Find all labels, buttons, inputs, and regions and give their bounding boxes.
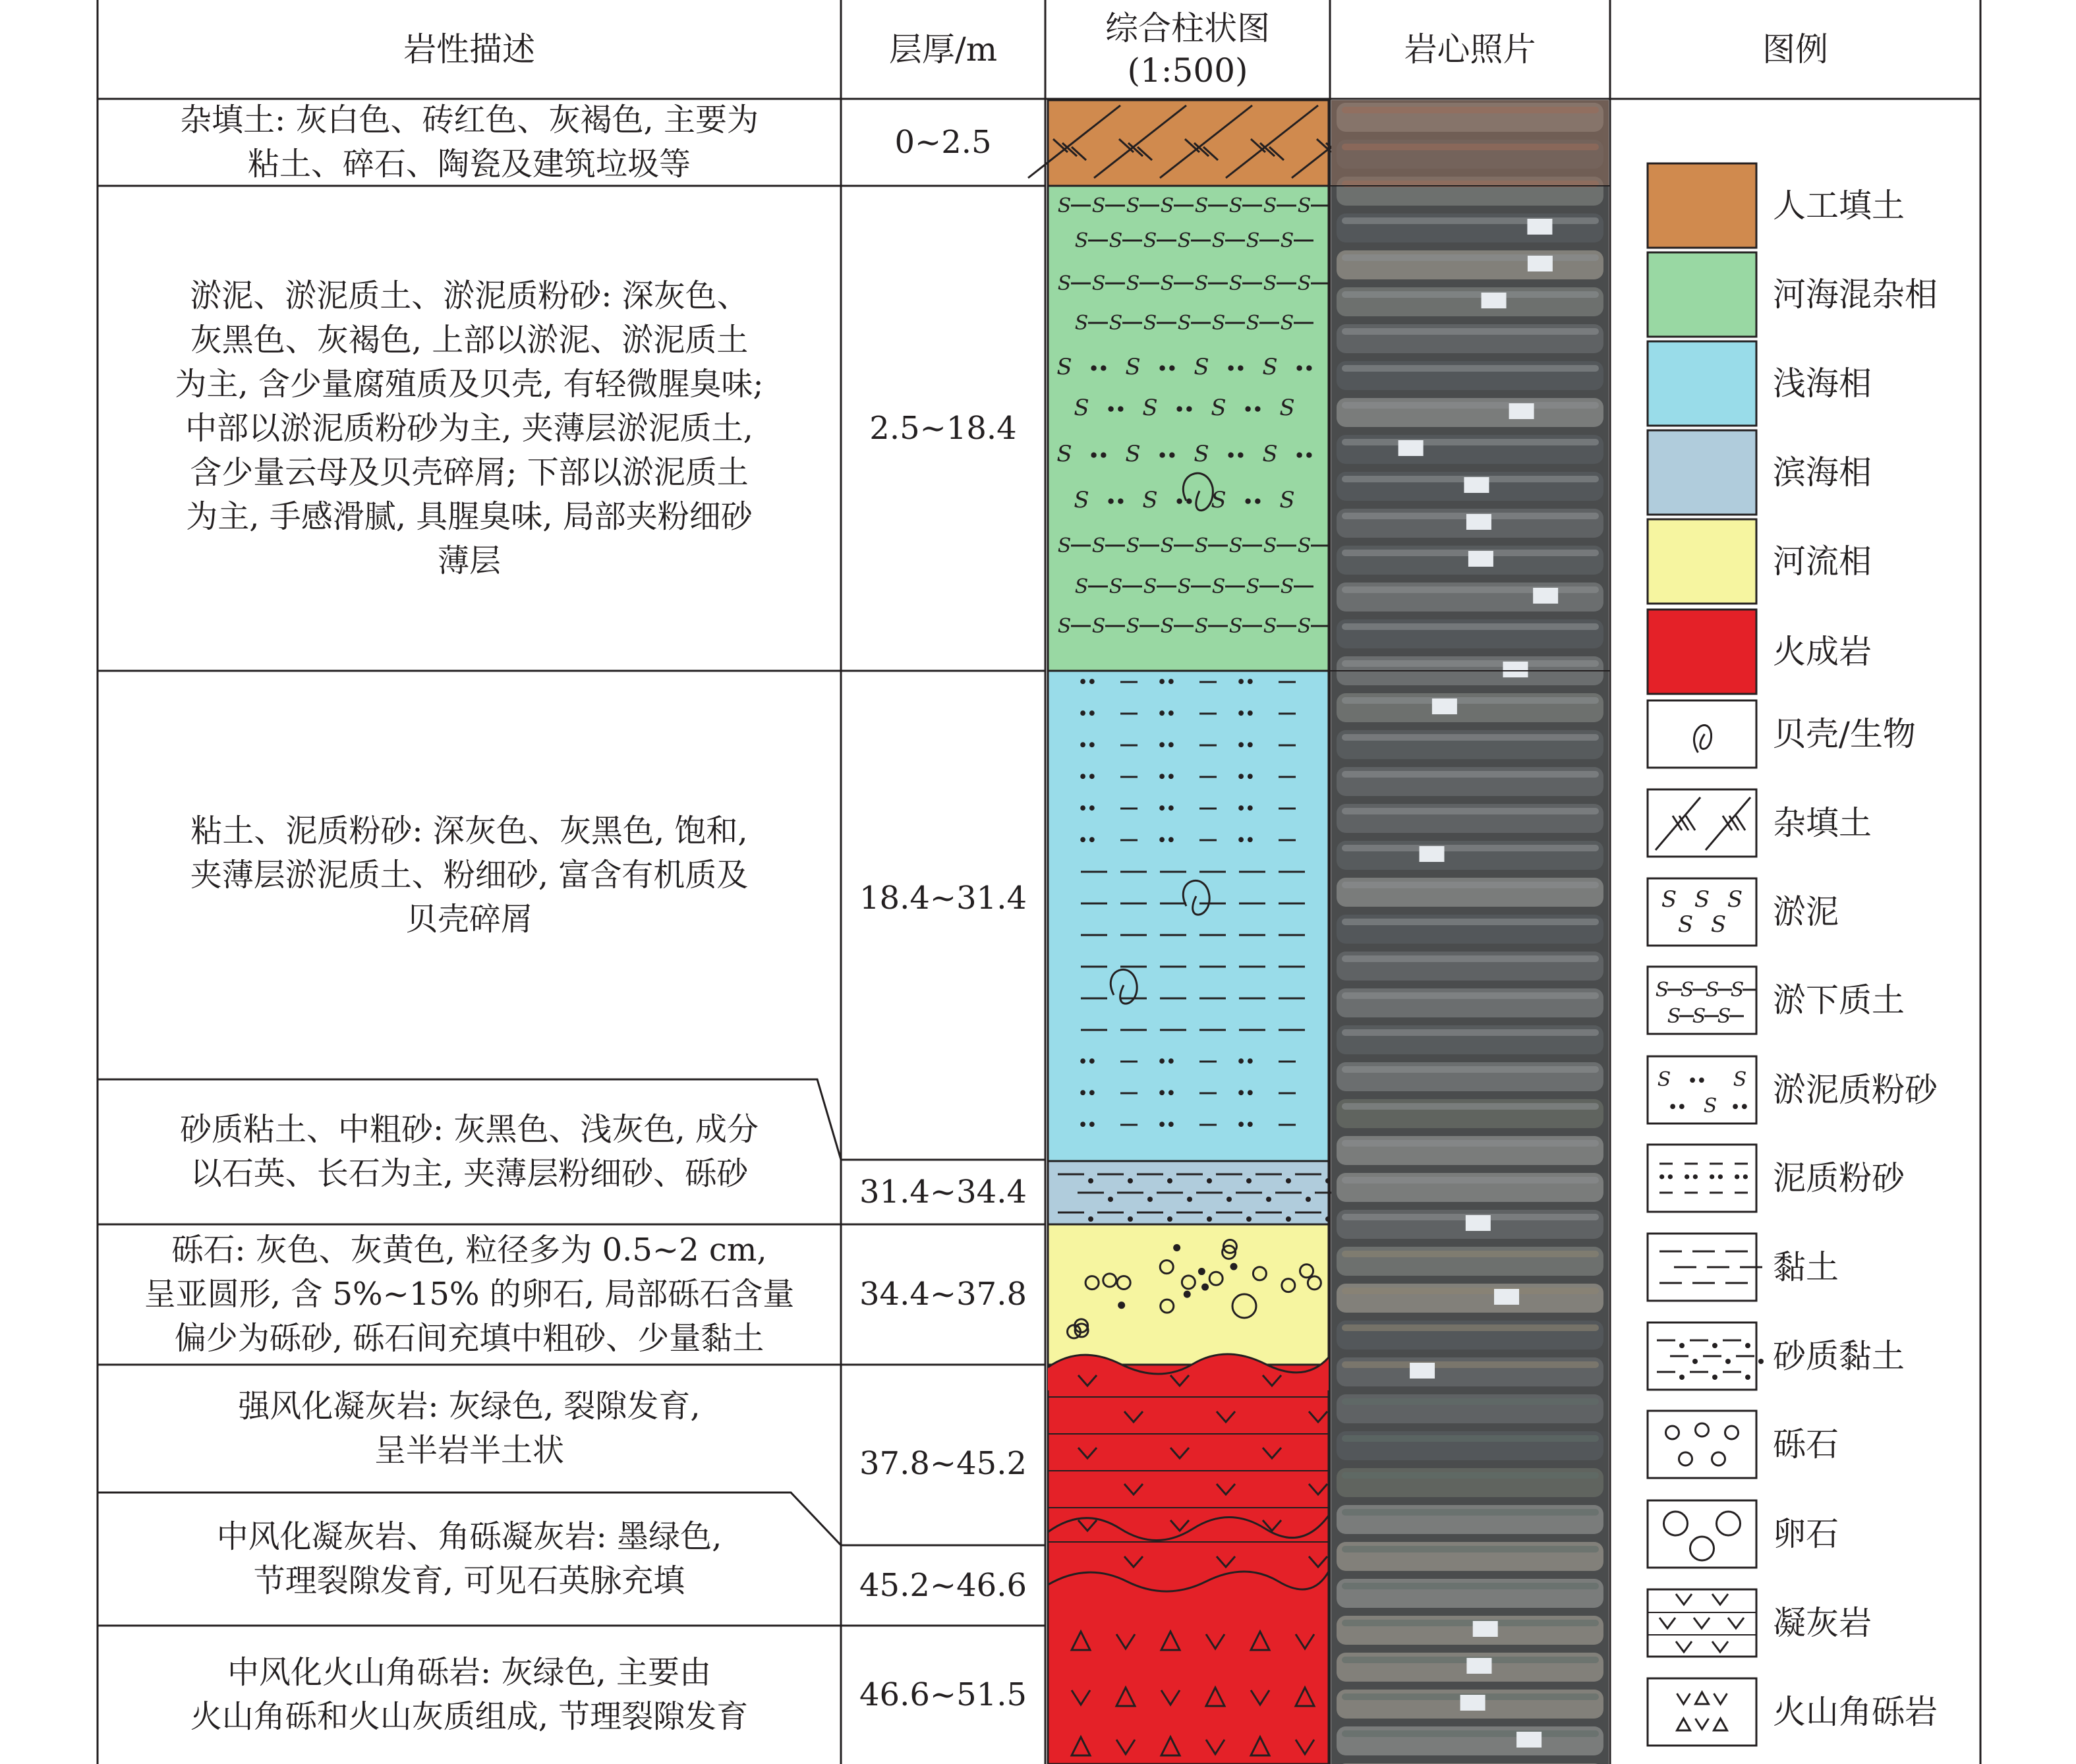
silt-s-symbol: S xyxy=(1074,312,1089,335)
core-highlight xyxy=(1342,1251,1599,1257)
core-highlight xyxy=(1342,254,1599,261)
core-highlight xyxy=(1342,402,1599,409)
sand-dot xyxy=(1128,1216,1133,1222)
silt-dot-symbol: ∙∙ xyxy=(1236,733,1255,755)
silt-s-symbol: S xyxy=(1246,229,1260,252)
silt-s-symbol: S xyxy=(1177,312,1192,335)
core-highlight xyxy=(1342,1435,1599,1442)
layer-description: 杂填土: 灰白色、砖红色、灰褐色, 主要为 粘土、碎石、陶瓷及建筑垃圾等 xyxy=(180,101,759,183)
silt-s-symbol: S xyxy=(1280,312,1294,335)
sand-dot xyxy=(1207,1216,1212,1222)
silt-s-symbol: S xyxy=(1733,1068,1747,1091)
silt-s-symbol: S xyxy=(1263,615,1277,638)
fill-swatch xyxy=(1648,163,1756,248)
silt-s-symbol: S xyxy=(1109,312,1123,335)
silt-s-symbol: S xyxy=(1692,1005,1706,1028)
sand-dot xyxy=(1679,1375,1685,1380)
silt-s-symbol: S xyxy=(1142,487,1158,513)
core-label-tag xyxy=(1516,1732,1542,1748)
layer-description: 砂质粘土、中粗砂: 灰黑色、浅灰色, 成分 以石英、长石为主, 夹薄层粉细砂、砾砂 xyxy=(180,1111,759,1192)
silt-s-symbol: S xyxy=(1056,441,1072,467)
silt-s-symbol: S xyxy=(1279,487,1295,513)
legend-label: 人工填土 xyxy=(1773,186,1905,225)
legend-label: 黏土 xyxy=(1773,1248,1839,1286)
silt-dot-symbol: ∙∙ xyxy=(1078,670,1097,692)
shell-icon xyxy=(1648,700,1756,768)
legend xyxy=(1648,163,1939,1746)
sand-dot xyxy=(1692,1359,1698,1364)
silt-s-symbol: S xyxy=(1177,575,1192,598)
sand-dot xyxy=(1745,1375,1750,1380)
silt-s-symbol: S xyxy=(1057,615,1072,638)
silt-dot-symbol: ∙∙ xyxy=(1078,828,1097,850)
silt-s-symbol: S xyxy=(1211,395,1226,421)
sand-dot xyxy=(1286,1178,1291,1183)
core-label-tag xyxy=(1466,1658,1491,1674)
silt-dot-symbol: ∙∙ xyxy=(1708,1167,1725,1187)
core-highlight xyxy=(1342,919,1599,925)
silt-s-symbol: S xyxy=(1194,354,1209,380)
core-highlight xyxy=(1342,845,1599,851)
silt-dot-symbol: ∙∙ xyxy=(1236,765,1255,787)
gravel-circle xyxy=(1184,1292,1190,1297)
silt-dot-symbol: ∙∙ xyxy=(1243,490,1263,513)
silt-dot-symbol: ∙∙ xyxy=(1174,490,1194,513)
core-highlight xyxy=(1342,1472,1599,1479)
silt-s-symbol: S xyxy=(1177,229,1192,252)
legend-label: 泥质粉砂 xyxy=(1773,1159,1905,1197)
core-label-tag xyxy=(1468,551,1493,567)
silt-s-symbol: S xyxy=(1211,229,1226,252)
silt-s-symbol: S xyxy=(1297,194,1312,217)
silt-s-symbol: S xyxy=(1262,441,1278,467)
silt-dot-symbol: ∙∙ xyxy=(1078,1113,1097,1135)
header-thickness: 层厚/m xyxy=(888,30,998,69)
silt-dot-symbol: ∙∙ xyxy=(1157,1081,1176,1103)
silt-s-symbol: S xyxy=(1126,534,1140,557)
silt-dot-symbol: ∙∙ xyxy=(1294,443,1314,467)
silt-s-symbol: S xyxy=(1126,615,1140,638)
silt-dot-symbol: ∙∙ xyxy=(1157,670,1176,692)
sand-dot xyxy=(1725,1359,1731,1364)
sand-dot xyxy=(1147,1197,1153,1202)
layer-description: 粘土、泥质粉砂: 深灰色、灰黑色, 饱和, 夹薄层淤泥质土、粉细砂, 富含有机质及 贝壳碎屑 xyxy=(190,812,749,938)
silt-dot-symbol: ∙∙ xyxy=(1157,765,1176,787)
core-highlight xyxy=(1342,660,1599,667)
silt-s-symbol: S xyxy=(1125,441,1141,467)
layer-thickness: 46.6~51.5 xyxy=(859,1676,1027,1713)
silt-dot-symbol: ∙∙ xyxy=(1243,397,1263,420)
silt-dot-symbol: ∙∙ xyxy=(1683,1167,1700,1187)
silt-dot-symbol: ∙∙ xyxy=(1089,356,1109,380)
layer-thickness: 18.4~31.4 xyxy=(859,879,1027,917)
legend-label: 浅海相 xyxy=(1773,364,1872,403)
sand-dot xyxy=(1128,1178,1133,1183)
silt-s-symbol: S xyxy=(1661,886,1677,913)
legend-label: 河海混杂相 xyxy=(1773,275,1938,314)
core-highlight xyxy=(1342,882,1599,888)
legend-label: 淤泥质粉砂 xyxy=(1773,1071,1938,1109)
core-highlight xyxy=(1342,1324,1599,1331)
core-highlight xyxy=(1342,1140,1599,1147)
silt-s-symbol: S xyxy=(1074,229,1089,252)
silt-dot-symbol: ∙∙ xyxy=(1157,797,1176,818)
core-highlight xyxy=(1342,771,1599,778)
silt-s-symbol: S xyxy=(1228,615,1243,638)
silt-s-symbol: S xyxy=(1194,615,1209,638)
silt-dot-symbol: ∙∙ xyxy=(1078,1050,1097,1071)
silt-dot-symbol: ∙∙ xyxy=(1078,702,1097,724)
silt-s-symbol: S xyxy=(1694,886,1710,913)
silt-s-symbol: S xyxy=(1074,395,1089,421)
core-highlight xyxy=(1342,1620,1599,1626)
silt-s-symbol: S xyxy=(1263,272,1277,295)
silt-dot-symbol: ∙∙ xyxy=(1078,797,1097,818)
silt-s-symbol: S xyxy=(1126,272,1140,295)
core-label-tag xyxy=(1533,588,1558,604)
core-label-tag xyxy=(1527,219,1552,235)
silt-dot-symbol: ∙∙ xyxy=(1078,1081,1097,1103)
silt-s-symbol: S xyxy=(1211,575,1226,598)
sand-dot xyxy=(1187,1197,1192,1202)
legend-label: 淤泥 xyxy=(1773,893,1839,931)
silt-dot-symbol: ∙∙ xyxy=(1157,356,1177,380)
silt-dot-symbol: ∙∙ xyxy=(1236,1050,1255,1071)
sand-dot xyxy=(1246,1178,1252,1183)
silt-dot-symbol: ∙∙ xyxy=(1157,1113,1176,1135)
sand-dot xyxy=(1712,1343,1717,1348)
sand-dot xyxy=(1246,1216,1252,1222)
core-highlight xyxy=(1342,1509,1599,1516)
core-highlight xyxy=(1342,697,1599,704)
silt-s-symbol: S xyxy=(1279,395,1295,421)
core-highlight xyxy=(1342,1361,1599,1368)
fill-swatch xyxy=(1648,341,1756,426)
silt-s-symbol: S xyxy=(1109,575,1123,598)
sand-dot xyxy=(1167,1216,1172,1222)
silt-s-symbol: S xyxy=(1717,1005,1731,1028)
silt-s-symbol: S xyxy=(1211,312,1226,335)
legend-label: 淤下质土 xyxy=(1773,981,1905,1019)
sand-dot xyxy=(1226,1197,1232,1202)
silt-s-symbol: S xyxy=(1703,1095,1717,1118)
silt-s-symbol: S xyxy=(1091,194,1106,217)
sand-dot xyxy=(1745,1343,1750,1348)
silt-dot-symbol: ∙∙ xyxy=(1294,356,1314,380)
silt-s-symbol: S xyxy=(1091,615,1106,638)
core-label-tag xyxy=(1466,514,1491,530)
silt-dot-symbol: ∙∙ xyxy=(1688,1069,1706,1091)
silt-s-symbol: S xyxy=(1680,979,1694,1002)
core-label-tag xyxy=(1482,293,1507,308)
silt-s-symbol: S xyxy=(1655,979,1669,1002)
silt-s-symbol: S xyxy=(1667,1005,1681,1028)
silt-s-symbol: S xyxy=(1091,534,1106,557)
silt-s-symbol: S xyxy=(1160,615,1174,638)
layer-thickness: 31.4~34.4 xyxy=(859,1173,1027,1210)
gravel-icon xyxy=(1648,1411,1756,1478)
silt-s-symbol: S xyxy=(1280,575,1294,598)
silt-dot-symbol: ∙∙ xyxy=(1106,490,1126,513)
core-highlight xyxy=(1342,992,1599,999)
gravel-circle xyxy=(1231,1264,1236,1269)
layer-thickness: 2.5~18.4 xyxy=(869,409,1017,447)
core-highlight xyxy=(1342,291,1599,298)
legend-label: 滨海相 xyxy=(1773,453,1872,492)
legend-label: 砂质黏土 xyxy=(1773,1337,1905,1375)
legend-label: 贝壳/生物 xyxy=(1773,715,1916,753)
sand-dot xyxy=(1286,1216,1291,1222)
silt-s-symbol: S xyxy=(1246,312,1260,335)
layer-description: 淤泥、淤泥质土、淤泥质粉砂: 深灰色、 灰黑色、灰褐色, 上部以淤泥、淤泥质土 为主, 含少量腐殖质及贝壳, 有轻微腥臭味; 中部以淤泥质粉砂为主, 夹薄层淤泥质土, 含少量云母及贝壳碎屑; 下部以淤泥质土 为主, 手感滑腻, 具腥臭味, 局部夹粉细砂 薄层 xyxy=(175,277,764,579)
silt-s-symbol: S xyxy=(1228,194,1243,217)
silt-dot-symbol: ∙∙ xyxy=(1157,702,1176,724)
silt-s-symbol: S xyxy=(1056,354,1072,380)
layer-thickness: 37.8~45.2 xyxy=(859,1444,1027,1482)
core-highlight xyxy=(1342,586,1599,593)
silt-s-symbol: S xyxy=(1262,354,1278,380)
sand-dot xyxy=(1712,1375,1717,1380)
core-label-tag xyxy=(1503,662,1528,677)
core-highlight xyxy=(1342,1546,1599,1552)
layer-thickness: 34.4~37.8 xyxy=(859,1276,1027,1313)
fill-swatch xyxy=(1648,252,1756,337)
silt-dot-symbol: ∙∙ xyxy=(1226,356,1246,380)
silt-s-symbol: S xyxy=(1280,229,1294,252)
silt-s-symbol: S xyxy=(1263,534,1277,557)
core-highlight xyxy=(1342,734,1599,741)
legend-label: 卵石 xyxy=(1773,1515,1839,1553)
fill-swatch xyxy=(1648,610,1756,694)
core-highlight xyxy=(1342,439,1599,445)
core-label-tag xyxy=(1464,477,1489,493)
core-label-tag xyxy=(1432,698,1457,714)
sand-dot xyxy=(1167,1178,1172,1183)
core-label-tag xyxy=(1509,403,1534,419)
silt-s-symbol: S xyxy=(1109,229,1123,252)
gravel-circle xyxy=(1199,1269,1204,1274)
silt-dot-symbol: ∙∙ xyxy=(1236,702,1255,724)
core-label-tag xyxy=(1494,1289,1519,1305)
silt-s-symbol: S xyxy=(1143,312,1157,335)
silt-dot-symbol: ∙∙ xyxy=(1733,1167,1750,1187)
pebble-icon xyxy=(1648,1500,1756,1568)
silt-s-symbol: S xyxy=(1057,272,1072,295)
silt-dot-symbol: ∙∙ xyxy=(1731,1095,1749,1117)
core-highlight xyxy=(1342,365,1599,372)
gravel-circle xyxy=(1119,1303,1124,1308)
gravel-circle xyxy=(1174,1245,1180,1251)
core-top-fill-tint xyxy=(1331,100,1609,186)
silt-s-symbol: S xyxy=(1727,886,1743,913)
layer-description: 中风化凝灰岩、角砾凝灰岩: 墨绿色, 节理裂隙发育, 可见石英脉充填 xyxy=(216,1518,722,1599)
silt-s-symbol: S xyxy=(1160,194,1174,217)
core-photo xyxy=(1331,100,1609,1764)
silt-dot-symbol: ∙∙ xyxy=(1157,828,1176,850)
sand-dot xyxy=(1207,1178,1212,1183)
layer-description: 砾石: 灰色、灰黄色, 粒径多为 0.5~2 cm, 呈亚圆形, 含 5%~15% 的卵石, 局部砾石含量 偏少为砾砂, 砾石间充填中粗砂、少量黏土 xyxy=(144,1232,795,1357)
silt-s-symbol: S xyxy=(1194,272,1209,295)
sand-dot xyxy=(1088,1216,1093,1222)
layer-thickness: 0~2.5 xyxy=(894,123,992,161)
volcanic-breccia-icon xyxy=(1648,1678,1756,1746)
core-label-tag xyxy=(1419,846,1444,862)
core-label-tag xyxy=(1528,256,1553,271)
layer-description: 中风化火山角砾岩: 灰绿色, 主要由 火山角砾和火山灰质组成, 节理裂隙发育 xyxy=(190,1654,749,1735)
core-highlight xyxy=(1342,623,1599,630)
core-highlight xyxy=(1342,1177,1599,1183)
silt-dot-symbol: ∙∙ xyxy=(1236,1113,1255,1135)
sand-dot xyxy=(1266,1197,1271,1202)
sand-dot xyxy=(1088,1178,1093,1183)
silt-s-symbol: S xyxy=(1246,575,1260,598)
core-highlight xyxy=(1342,328,1599,335)
silt-s-symbol: S xyxy=(1228,534,1243,557)
legend-label: 火山角砾岩 xyxy=(1773,1693,1938,1731)
silt-s-symbol: S xyxy=(1705,979,1719,1002)
silt-s-symbol: S xyxy=(1194,534,1209,557)
silt-s-symbol: S xyxy=(1091,272,1106,295)
sand-dot xyxy=(1758,1359,1764,1364)
silt-dot-symbol: ∙∙ xyxy=(1236,670,1255,692)
core-highlight xyxy=(1342,1066,1599,1073)
silt-dot-symbol: ∙∙ xyxy=(1078,733,1097,755)
legend-label: 杂填土 xyxy=(1773,804,1872,842)
silt-s-symbol: S xyxy=(1143,575,1157,598)
core-label-tag xyxy=(1398,440,1424,456)
fill-swatch xyxy=(1648,519,1756,604)
header-description: 岩性描述 xyxy=(403,30,535,69)
core-highlight xyxy=(1342,1103,1599,1110)
silt-dot-symbol: ∙∙ xyxy=(1174,397,1194,420)
silt-s-symbol: S xyxy=(1126,194,1140,217)
silt-s-symbol: S xyxy=(1160,534,1174,557)
core-label-tag xyxy=(1473,1621,1498,1637)
header-column: 综合柱状图 (1:500) xyxy=(1105,9,1270,90)
silt-dot-symbol: ∙∙ xyxy=(1236,797,1255,818)
silt-dot-symbol: ∙∙ xyxy=(1078,765,1097,787)
layer-description: 强风化凝灰岩: 灰绿色, 裂隙发育, 呈半岩半土状 xyxy=(238,1388,701,1469)
legend-label: 凝灰岩 xyxy=(1773,1604,1872,1642)
core-highlight xyxy=(1342,955,1599,962)
silt-dot-symbol: ∙∙ xyxy=(1157,733,1176,755)
layer-thickness: 45.2~46.6 xyxy=(859,1566,1027,1604)
silt-s-symbol: S xyxy=(1710,911,1727,938)
silt-dot-symbol: ∙∙ xyxy=(1668,1095,1687,1117)
header-legend: 图例 xyxy=(1762,30,1828,69)
sand-dot xyxy=(1108,1197,1113,1202)
silt-dot-symbol: ∙∙ xyxy=(1106,397,1126,420)
silt-s-symbol: S xyxy=(1160,272,1174,295)
silt-s-symbol: S xyxy=(1143,229,1157,252)
core-label-tag xyxy=(1466,1215,1491,1231)
core-highlight xyxy=(1342,1398,1599,1405)
core-label-tag xyxy=(1410,1363,1435,1379)
core-highlight xyxy=(1342,808,1599,814)
silt-s-symbol: S xyxy=(1297,534,1312,557)
silt-s-symbol: S xyxy=(1057,534,1072,557)
header-core-photo: 岩心照片 xyxy=(1404,30,1536,69)
silt-dot-symbol: ∙∙ xyxy=(1157,1050,1176,1071)
silt-s-symbol: S xyxy=(1057,194,1072,217)
core-highlight xyxy=(1342,1288,1599,1294)
silt-dot-symbol: ∙∙ xyxy=(1236,1081,1255,1103)
fill-swatch xyxy=(1648,430,1756,515)
silt-s-symbol: S xyxy=(1074,487,1089,513)
sand-dot xyxy=(1679,1343,1685,1348)
silt-s-symbol: S xyxy=(1142,395,1158,421)
silt-s-symbol: S xyxy=(1125,354,1141,380)
silt-s-symbol: S xyxy=(1211,487,1226,513)
silt-s-symbol: S xyxy=(1194,441,1209,467)
core-highlight xyxy=(1342,217,1599,224)
layer-fill-igneous xyxy=(1048,1365,1329,1764)
silt-dot-symbol: ∙∙ xyxy=(1226,443,1246,467)
legend-label: 河流相 xyxy=(1773,542,1872,581)
sand-dot xyxy=(1306,1197,1311,1202)
silt-s-symbol: S xyxy=(1730,979,1744,1002)
core-highlight xyxy=(1342,1730,1599,1737)
silt-s-symbol: S xyxy=(1194,194,1209,217)
silt-dot-symbol: ∙∙ xyxy=(1658,1167,1675,1187)
gravel-circle xyxy=(1203,1284,1208,1290)
silt-s-symbol: S xyxy=(1657,1068,1671,1091)
legend-label: 火成岩 xyxy=(1773,633,1872,671)
silt-dot-symbol: ∙∙ xyxy=(1157,443,1177,467)
silt-s-symbol: S xyxy=(1677,911,1694,938)
silt-s-symbol: S xyxy=(1228,272,1243,295)
silt-s-symbol: S xyxy=(1263,194,1277,217)
silt-dot-symbol: ∙∙ xyxy=(1089,443,1109,467)
core-highlight xyxy=(1342,1029,1599,1036)
silt-s-symbol: S xyxy=(1297,272,1312,295)
silt-s-symbol: S xyxy=(1074,575,1089,598)
silt-s-symbol: S xyxy=(1297,615,1312,638)
core-highlight xyxy=(1342,1583,1599,1589)
silt-dot-symbol: ∙∙ xyxy=(1236,828,1255,850)
core-label-tag xyxy=(1460,1695,1485,1711)
legend-label: 砾石 xyxy=(1773,1425,1839,1464)
